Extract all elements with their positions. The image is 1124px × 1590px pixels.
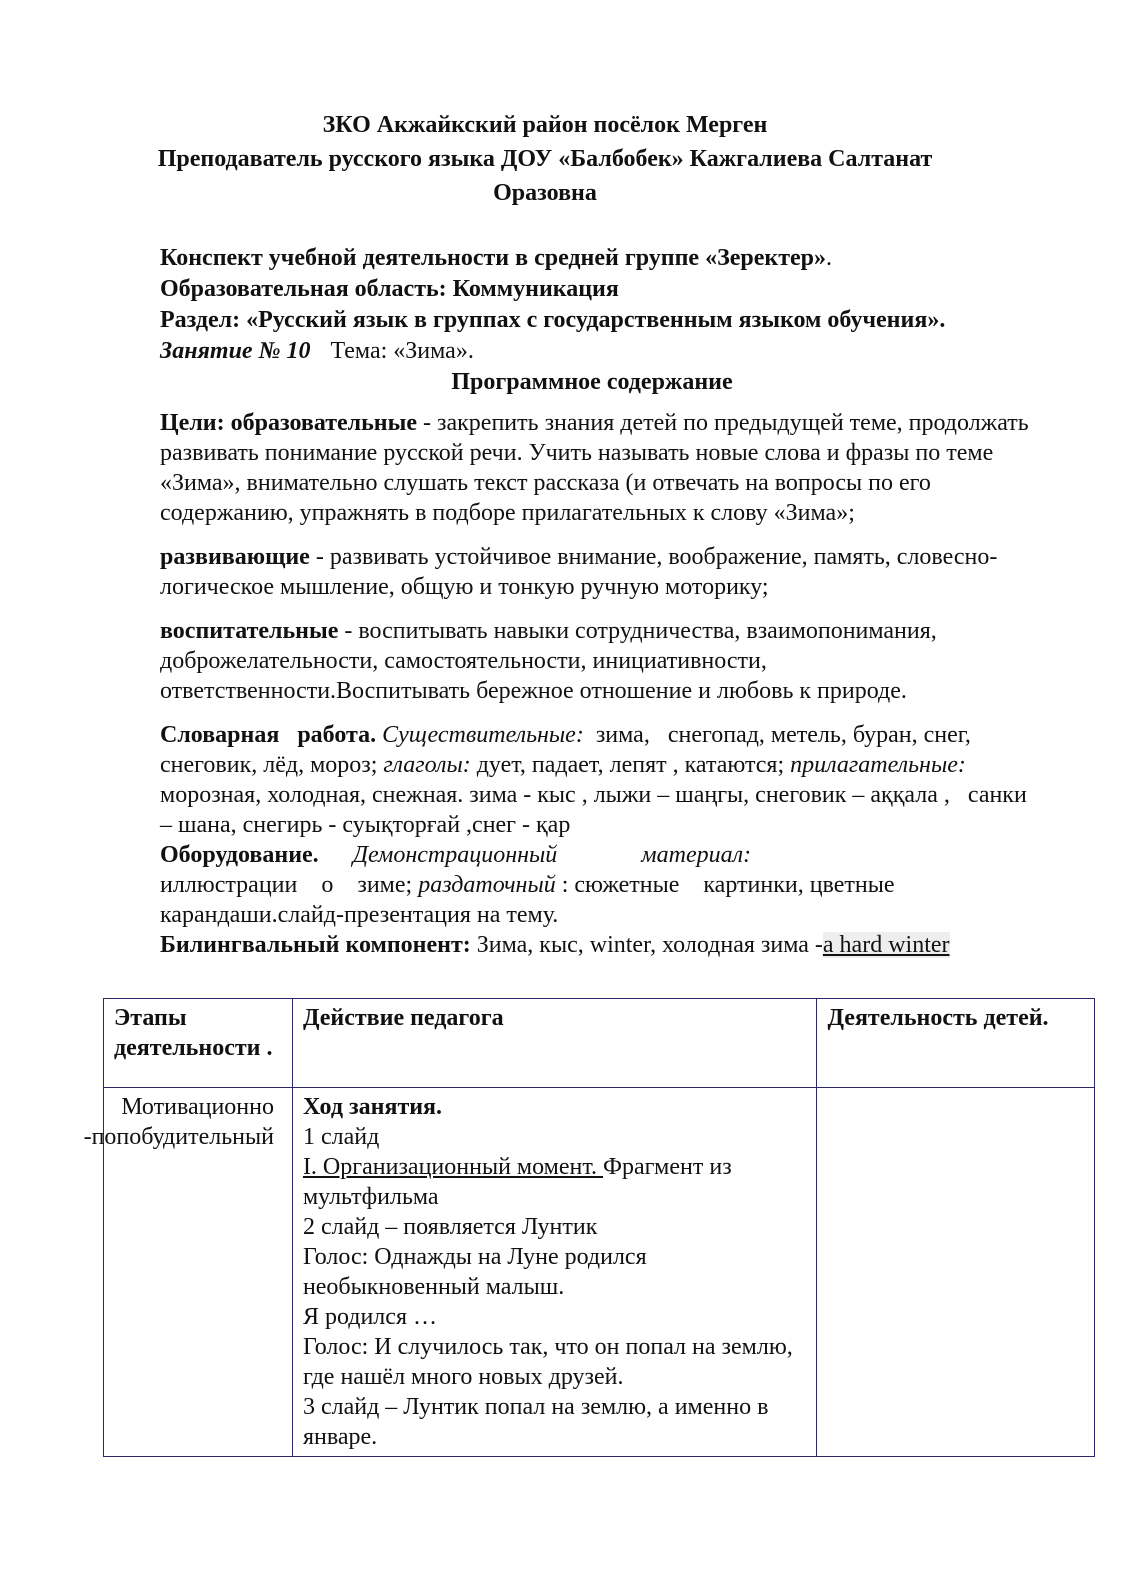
lesson-number: Занятие № 10 <box>160 338 311 364</box>
teacher-actions-cell <box>292 1088 817 1457</box>
demo-label: Демонстрационный <box>352 842 558 868</box>
lesson-summary-title: Конспект учебной деятельности в средней группе «Зеректер» <box>160 245 827 271</box>
bilingual-label: Билингвальный компонент: <box>160 932 471 958</box>
upbringing-goals <box>160 616 1040 706</box>
handout-label: раздаточный <box>418 872 556 898</box>
org-moment-label: I. Организационный момент. <box>302 1154 604 1180</box>
equipment-label: Оборудование. <box>160 842 319 868</box>
equipment-line <box>160 840 1040 870</box>
course-title: Ход занятия. <box>302 1094 443 1120</box>
header-children-activity: Деятельность детей. <box>817 999 1095 1088</box>
educational-goals-text: - закрепить знания детей по предыдущей теме, продолжать развивать понимание русской речи. Учить называть новые слова и фразы по теме «Зима», внимательно слушать текст рассказа (и отвечать на вопросы по его содержанию, упражнять в подборе прилагательных к слову «Зима»; <box>160 410 1029 526</box>
educational-goals-label: Цели: образовательные <box>160 410 418 436</box>
equipment-details <box>160 870 1040 930</box>
adjectives-list: морозная, холодная, снежная. зима - кыс , лыжи – шаңгы, снеговик – аққала , санки – шана, снегирь - суықторғай ,снег - қар <box>160 752 1033 838</box>
nouns-list: зима, снегопад, метель, буран, снег, снеговик, лёд, мороз; <box>160 722 977 778</box>
header-stages: Этапы деятельности . <box>104 999 293 1088</box>
developmental-goals <box>160 542 1040 602</box>
lesson-summary-line <box>160 243 1040 274</box>
slide-2: 2 слайд – появляется Лунтик <box>302 1214 598 1240</box>
slide-1: 1 слайд <box>302 1124 380 1150</box>
document-header <box>100 108 990 210</box>
stage-name: Мотивационно -попобудительный <box>83 1094 274 1150</box>
stage-cell <box>83 1088 293 1457</box>
material-label: материал: <box>641 842 752 868</box>
children-activity-cell <box>817 1088 1095 1457</box>
slide-3: 3 слайд – Лунтик попал на землю, а именно в январе. <box>302 1394 769 1450</box>
header-location: ЗКО Акжайкский район посёлок Мерген <box>322 112 768 138</box>
lesson-line <box>160 336 1040 367</box>
lesson-intro <box>160 243 1040 398</box>
header-teacher-patronymic: Оразовна <box>493 180 597 206</box>
adjectives-label: прилагательные: <box>790 752 966 778</box>
bilingual-component <box>160 930 1040 960</box>
header-teacher-actions: Действие педагога <box>292 999 817 1088</box>
verbs-label: глаголы: <box>383 752 471 778</box>
educational-goals <box>160 408 1040 528</box>
header-teacher: Преподаватель русского языка ДОУ «Балбобек» Кажгалиева Салтанат <box>157 146 933 172</box>
org-moment-text: Фрагмент из мультфильма <box>302 1154 732 1210</box>
voice-line-2: Голос: И случилось так, что он попал на землю, где нашёл много новых друзей. <box>302 1334 793 1390</box>
document-body <box>160 408 1040 960</box>
org-moment <box>303 1152 807 1212</box>
born-line: Я родился … <box>302 1304 437 1330</box>
vocabulary-label: Словарная работа. <box>160 722 377 748</box>
bilingual-text: Зима, кыс, winter, холодная зима - <box>470 932 823 958</box>
lesson-topic: Тема: «Зима». <box>330 338 474 364</box>
equipment-text-b: : сюжетные картинки, цветные карандаши.слайд-презентация на тему. <box>160 872 901 928</box>
lesson-summary-tail: . <box>826 245 833 271</box>
lesson-plan-table <box>83 998 1095 1457</box>
table-row <box>104 1088 1095 1457</box>
nouns-label: Существительные: <box>382 722 584 748</box>
program-content-title: Программное содержание <box>451 369 733 395</box>
educational-area: Образовательная область: Коммуникация <box>160 276 619 302</box>
equipment-text-a: иллюстрации о зиме; <box>160 872 419 898</box>
voice-line-1: Голос: Однажды на Луне родился необыкновенный малыш. <box>302 1244 647 1300</box>
developmental-goals-text: - развивать устойчивое внимание, воображение, память, словесно-логическое мышление, общую и тонкую ручную моторику; <box>160 544 998 600</box>
upbringing-goals-label: воспитательные <box>160 618 339 644</box>
vocabulary-work <box>160 720 1040 840</box>
upbringing-goals-text: - воспитывать навыки сотрудничества, взаимопонимания, доброжелательности, самостоятельности, инициативности, ответственности.Воспитывать бережное отношение и любовь к природе. <box>160 618 937 704</box>
developmental-goals-label: развивающие <box>160 544 310 570</box>
table-header-row <box>104 999 1095 1088</box>
bilingual-highlight: a hard winter <box>822 932 950 958</box>
section-line: Раздел: «Русский язык в группах с государственным языком обучения». <box>160 307 946 333</box>
verbs-list: дует, падает, лепят , катаются; <box>470 752 791 778</box>
